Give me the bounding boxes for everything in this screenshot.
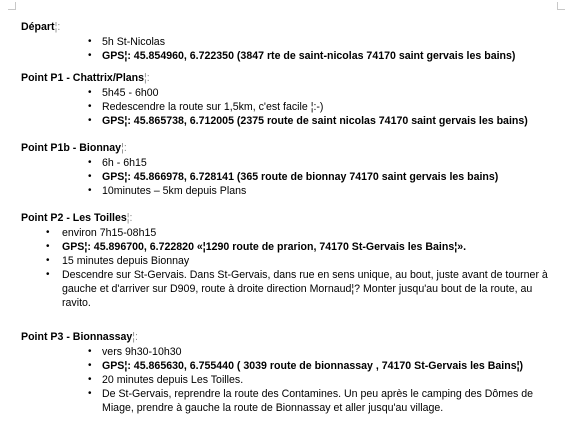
bullet-icon: •: [88, 388, 92, 399]
list-item-text: GPS¦: 45.866978, 6.728141 (365 route de bionnay 74170 saint gervais les bains): [102, 171, 499, 183]
list-item-text: 5h45 - 6h00: [102, 87, 159, 99]
list-item-text: vers 9h30-10h30: [102, 346, 182, 358]
bullet-icon: •: [88, 346, 92, 357]
list-item: [0, 170, 580, 184]
section-heading: [21, 141, 127, 155]
list-item: [0, 86, 580, 100]
bullet-icon: •: [46, 255, 50, 266]
list-item: [0, 49, 580, 63]
bullet-icon: •: [88, 87, 92, 98]
bullet-list: [0, 226, 580, 310]
formatting-mark: ¦:: [121, 142, 127, 154]
list-item: [0, 387, 580, 415]
list-item-text: GPS¦: 45.854960, 6.722350 (3847 rte de saint-nicolas 74170 saint gervais les bains): [102, 50, 516, 62]
heading-text: Départ: [21, 21, 55, 33]
bullet-icon: •: [88, 171, 92, 182]
bullet-icon: •: [88, 50, 92, 61]
formatting-mark: ¦:: [54, 21, 61, 33]
list-item-text: 15 minutes depuis Bionnay: [62, 255, 190, 267]
list-item: [0, 114, 580, 128]
list-item-text: Descendre sur St-Gervais. Dans St-Gervais, dans rue en sens unique, au bout, juste avant de tourner à gauche et d'arriver sur D909, route à droite direction Mornaud¦? Monter jusqu'au bout de la route, au ravito.: [62, 269, 548, 309]
list-item: [0, 359, 580, 373]
list-item: [0, 240, 580, 254]
heading-text: Point P3 - Bionnassay: [21, 331, 133, 343]
list-item-text: GPS¦: 45.865738, 6.712005 (2375 route de saint nicolas 74170 saint gervais les bains): [102, 115, 528, 127]
formatting-mark: ¦:: [132, 331, 138, 343]
bullet-icon: •: [46, 241, 50, 252]
bullet-icon: •: [88, 115, 92, 126]
section-heading: [21, 330, 138, 344]
bullet-icon: •: [88, 374, 92, 385]
list-item-text: environ 7h15-08h15: [62, 227, 157, 239]
bullet-list: [0, 86, 580, 128]
list-item: [0, 156, 580, 170]
bullet-list: [0, 156, 580, 198]
list-item: [0, 373, 580, 387]
list-item-text: GPS¦: 45.865630, 6.755440 ( 3039 route de bionnassay , 74170 St-Gervais les Bains¦): [102, 360, 524, 372]
heading-text: Point P2 - Les Toilles: [21, 212, 127, 224]
bullet-list: [0, 345, 580, 415]
list-item: [0, 254, 580, 268]
list-item: [0, 35, 580, 49]
list-item-text: 10minutes – 5km depuis Plans: [102, 185, 247, 197]
formatting-mark: ¦:: [126, 212, 133, 224]
list-item-text: De St-Gervais, reprendre la route des Contamines. Un peu après le camping des Dômes de Miage, prendre à gauche la route de Bionnassay et aller jusqu'au village.: [102, 388, 534, 414]
section-heading: [21, 71, 150, 85]
heading-text: Point P1b - Bionnay: [21, 142, 122, 154]
bullet-icon: •: [46, 227, 50, 238]
list-item: [0, 345, 580, 359]
list-item: [0, 226, 580, 240]
page-corner-marker-left: [8, 2, 16, 10]
bullet-icon: •: [46, 269, 50, 280]
bullet-icon: •: [88, 101, 92, 112]
bullet-list: [0, 35, 580, 63]
list-item-text: 20 minutes depuis Les Toilles.: [102, 374, 244, 386]
list-item: [0, 100, 580, 114]
bullet-icon: •: [88, 185, 92, 196]
list-item: [0, 184, 580, 198]
list-item-text: Redescendre la route sur 1,5km, c'est facile ¦:-): [102, 101, 324, 113]
page-corner-marker-right: [557, 2, 565, 10]
formatting-mark: ¦:: [144, 72, 150, 84]
list-item-text: GPS¦: 45.896700, 6.722820 «¦1290 route de prarion, 74170 St-Gervais les Bains¦».: [62, 241, 467, 253]
section-heading: [21, 20, 60, 34]
section-heading: [21, 211, 132, 225]
list-item-text: 5h St-Nicolas: [102, 36, 165, 48]
list-item: [0, 268, 580, 310]
bullet-icon: •: [88, 360, 92, 371]
bullet-icon: •: [88, 157, 92, 168]
bullet-icon: •: [88, 36, 92, 47]
list-item-text: 6h - 6h15: [102, 157, 147, 169]
heading-text: Point P1 - Chattrix/Plans: [21, 72, 145, 84]
